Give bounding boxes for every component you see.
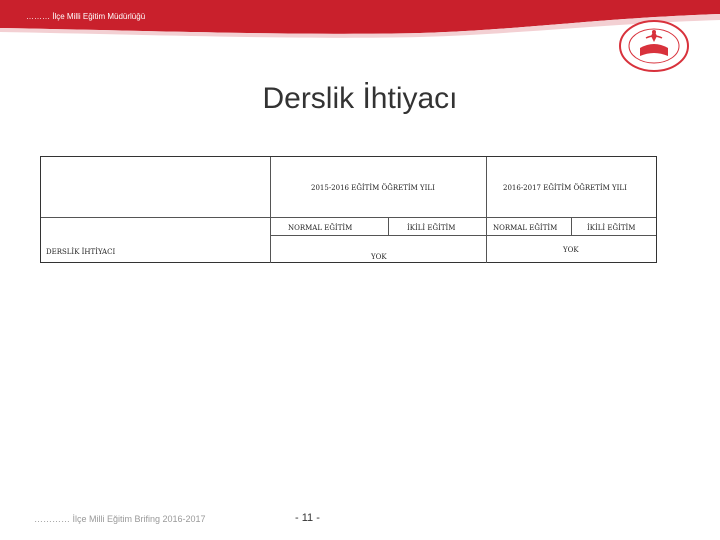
- table-divider: [486, 157, 487, 263]
- year-header: 2015-2016 EĞİTİM ÖĞRETİM YILI: [311, 184, 435, 192]
- table-divider: [41, 217, 656, 218]
- table-divider: [388, 217, 389, 235]
- table-divider: [270, 157, 271, 263]
- ikili-egitim-label: İKİLİ EĞİTİM: [587, 224, 636, 232]
- year-header: 2016-2017 EĞİTİM ÖĞRETİM YILI: [503, 184, 627, 192]
- ministry-logo-icon: [616, 18, 692, 74]
- page-number: - 11 -: [295, 512, 320, 524]
- footer-text: ………… İlçe Milli Eğitim Brifing 2016-2017: [34, 514, 206, 524]
- normal-egitim-label: NORMAL EĞİTİM: [493, 224, 558, 232]
- header-title: ……… İlçe Milli Eğitim Müdürlüğü: [26, 12, 146, 21]
- header-banner: [0, 0, 720, 38]
- page-title: Derslik İhtiyacı: [262, 82, 458, 115]
- derslik-value: YOK: [563, 246, 579, 254]
- derslik-table: [40, 156, 657, 263]
- ikili-egitim-label: İKİLİ EĞİTİM: [407, 224, 456, 232]
- row-label: DERSLİK İHTİYACI: [46, 248, 116, 256]
- normal-egitim-label: NORMAL EĞİTİM: [288, 224, 353, 232]
- table-divider: [571, 217, 572, 235]
- table-divider: [270, 235, 656, 236]
- derslik-value: YOK: [371, 253, 387, 261]
